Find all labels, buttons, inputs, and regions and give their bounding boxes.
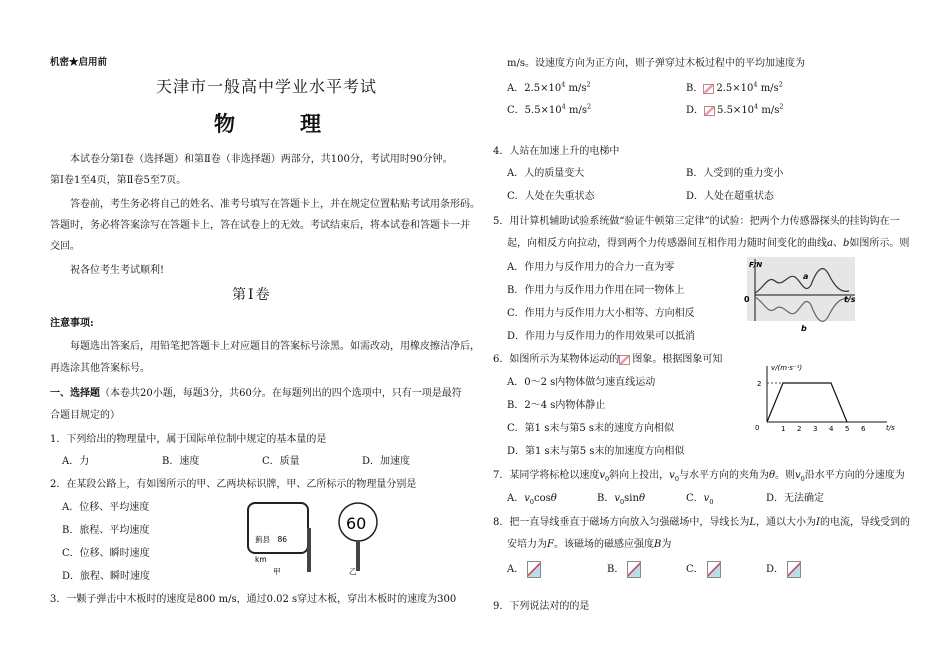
sign-jia-text: 蓟县 86 xyxy=(255,535,288,544)
q6-option-a: A．0～2 s内物体做匀速直线运动 xyxy=(507,377,656,388)
broken-image-icon xyxy=(704,106,715,116)
road-signs-figure xyxy=(245,500,415,580)
formula-image-icon xyxy=(707,561,721,578)
q7-option-b: B．$v_0\sin\theta$ xyxy=(597,493,645,506)
vt-ylabel: v/(m·s⁻¹) xyxy=(771,364,803,372)
q3-option-d: D． $5.5\times 10^4$ $m/s^2$ xyxy=(686,102,784,116)
force-ylabel: F/N xyxy=(749,261,763,269)
vt-xtick-2: 2 xyxy=(797,425,802,433)
question-2: 2．在某段公路上，有如图所示的甲、乙两块标识牌，甲、乙所标示的物理量分别是 xyxy=(50,479,417,490)
q7-option-a: A．$v_0\cos\theta$ xyxy=(507,493,557,506)
q8-option-d: D． xyxy=(766,560,801,578)
force-xlabel: t/s xyxy=(844,295,856,304)
q2-option-d: D．旅程、瞬时速度 xyxy=(62,571,151,582)
section-text: （本卷共20小题，每题3分，共60分。在每题列出的四个选项中，只有一项是最符 xyxy=(100,388,462,399)
section-label: 一、选择题 xyxy=(50,388,100,399)
q3-option-c: C．$5.5\times 10^4$ $m/s^2$ xyxy=(507,102,592,116)
notes-line-2: 再选涂其他答案标号。 xyxy=(50,363,150,374)
q1-option-c: C．质量 xyxy=(262,456,300,467)
vt-xtick-4: 4 xyxy=(829,425,834,433)
notes-line-1: 每题选出答案后，用铅笔把答题卡上对应题目的答案标号涂黑。如需改动，用橡皮擦洁净后， xyxy=(70,341,480,352)
curve-a-label: a xyxy=(803,272,809,281)
sign-jia-label: 甲 xyxy=(273,567,281,576)
q1-option-a: A．力 xyxy=(62,456,90,467)
section-text-2: 合题目规定的） xyxy=(50,410,120,421)
q6-option-c: C．第1 s末与第5 s末的速度方向相似 xyxy=(507,423,674,434)
sign-jia-unit: km xyxy=(255,555,267,564)
q5-option-c: C．作用力与反作用力大小相等、方向相反 xyxy=(507,308,695,319)
q4-option-b: B．人受到的重力变小 xyxy=(686,168,784,179)
force-time-graph xyxy=(743,255,858,335)
q5-option-d: D．作用力与反作用力的作用效果可以抵消 xyxy=(507,331,696,342)
q7-option-c: C．$v_0$ xyxy=(686,493,714,506)
vt-ytick: 2 xyxy=(757,380,762,388)
sign-yi-label: 乙 xyxy=(349,567,357,576)
intro-line-4: 答题时，务必将答案涂写在答题卡上，答在试卷上的无效。考试结束后，将本试卷和答题卡一并 xyxy=(50,220,470,231)
q4-option-d: D．人处在超重状态 xyxy=(686,191,775,202)
vt-polyline xyxy=(767,383,847,422)
sign-jia-post xyxy=(307,528,311,572)
sign-jia-board xyxy=(248,503,308,553)
question-5-line-1: 5．用计算机辅助试验系统做“验证牛顿第三定律”的试验：把两个力传感器探头的挂钩钩在一 xyxy=(493,216,900,227)
question-8-line-2: 安培力为F。该磁场的磁感应强度B为 xyxy=(507,539,672,550)
confidential-mark: 机密★启用前 xyxy=(50,57,108,68)
formula-image-icon xyxy=(527,561,541,578)
q6-option-b: B．2～4 s内物体静止 xyxy=(507,400,606,411)
q3-option-b: B． $2.5\times 10^4$ $m/s^2$ xyxy=(686,80,783,94)
vt-xlabel: t/s xyxy=(886,424,895,432)
exam-title: 天津市一般高中学业水平考试 xyxy=(156,77,378,96)
section-heading xyxy=(50,384,462,399)
vt-xtick-1: 1 xyxy=(781,425,786,433)
q1-option-d: D．加速度 xyxy=(362,456,411,467)
intro-line-5: 交回。 xyxy=(50,241,80,252)
formula-image-icon xyxy=(627,561,641,578)
vt-origin: 0 xyxy=(755,424,760,432)
vt-xtick-5: 5 xyxy=(845,425,850,433)
intro-line-2: 第Ⅰ卷1至4页，第Ⅱ卷5至7页。 xyxy=(50,175,187,186)
broken-image-icon xyxy=(619,355,630,365)
velocity-time-graph xyxy=(751,360,901,435)
notes-title: 注意事项: xyxy=(50,318,94,329)
q3-option-a: A．$2.5\times 10^4$ $m/s^2$ xyxy=(507,80,591,94)
q8-option-b: B． xyxy=(607,560,641,578)
q8-option-a: A． xyxy=(507,560,541,578)
question-5-line-2: 起，向相反方向拉动，得到两个力传感器间互相作用力随时间变化的曲线a、b如图所示。则 xyxy=(507,238,910,249)
question-3: 3．一颗子弹击中木板时的速度是800 m/s，通过0.02 s穿过木板，穿出木板时的速度为300 xyxy=(50,594,457,605)
q1-option-b: B．速度 xyxy=(162,456,200,467)
speed-limit-post xyxy=(356,541,360,571)
q2-option-b: B．旅程、平均速度 xyxy=(62,525,150,536)
q7-option-d: D．无法确定 xyxy=(766,493,825,504)
subject-title: 物 理 xyxy=(214,111,343,136)
formula-image-icon xyxy=(787,561,801,578)
q4-option-c: C．人处在失重状态 xyxy=(507,191,595,202)
q4-option-a: A．人的质量变大 xyxy=(507,168,585,179)
q8-option-c: C． xyxy=(686,560,721,578)
vt-xtick-6: 6 xyxy=(861,425,866,433)
broken-image-icon xyxy=(703,84,714,94)
q2-option-a: A．位移、平均速度 xyxy=(62,502,150,513)
q6-option-d: D．第1 s末与第5 s末的加速度方向相似 xyxy=(507,446,685,457)
intro-line-1: 本试卷分第Ⅰ卷（选择题）和第Ⅱ卷（非选择题）两部分，共100分，考试用时90分钟。 xyxy=(70,154,453,165)
question-4: 4．人站在加速上升的电梯中 xyxy=(493,146,620,157)
question-9: 9．下列说法对的的是 xyxy=(493,601,590,612)
intro-line-3: 答卷前，考生务必将自己的姓名、准考号填写在答题卡上，并在规定位置粘贴考试用条形码。 xyxy=(70,199,480,210)
speed-limit-value: 60 xyxy=(346,514,367,533)
question-6: 6．如图所示为某物体运动的 图象。根据图象可知 xyxy=(493,354,723,365)
question-3-continued: m/s。设速度方向为正方向，则子弹穿过木板过程中的平均加速度为 xyxy=(507,58,805,69)
volume-title: 第Ⅰ卷 xyxy=(232,287,272,303)
q5-option-b: B．作用力与反作用力作用在同一物体上 xyxy=(507,285,685,296)
curve-b-label: b xyxy=(801,324,807,333)
force-origin: 0 xyxy=(744,295,750,304)
question-1: 1．下列给出的物理量中，属于国际单位制中规定的基本量的是 xyxy=(50,434,327,445)
q2-option-c: C．位移、瞬时速度 xyxy=(62,548,150,559)
exam-wish: 祝各位考生考试顺利! xyxy=(70,265,165,276)
question-8-line-1: 8．把一直导线垂直于磁场方向放入匀强磁场中，导线长为L，通以大小为I的电流，导线受到的 xyxy=(493,517,910,528)
vt-xtick-3: 3 xyxy=(813,425,818,433)
question-7: 7．某同学将标枪以速度$v_0$斜向上投出，$v_0$与水平方向的夹角为θ。则$v_0$沿水平方向的分速度为 xyxy=(493,470,905,483)
q5-option-a: A．作用力与反作用力的合力一直为零 xyxy=(507,262,675,273)
